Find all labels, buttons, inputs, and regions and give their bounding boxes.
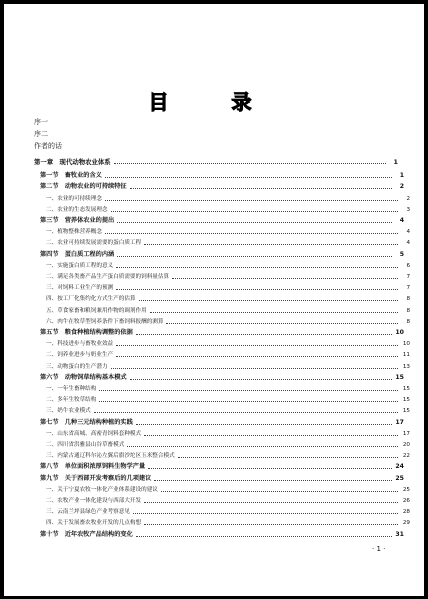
- toc-entry-label: 第二节 动物农业的可持续特征: [40, 183, 127, 191]
- toc-entry-label: 一、科技进步与畜牧业效益: [46, 341, 114, 348]
- toc-leader-dots: [116, 266, 398, 268]
- toc-entry-item[interactable]: [34, 283, 410, 293]
- front-matter-preface-2: 序二: [34, 130, 48, 138]
- toc-entry-label: 三、云南兰坪县绿色产业考察意见: [46, 509, 130, 516]
- toc-entry-item[interactable]: [34, 429, 410, 439]
- toc-entry-label: 一、关于宁夏农牧一体化产业体系建设的建议: [46, 486, 158, 493]
- toc-entry-page: 31: [395, 530, 404, 538]
- toc-entry-item[interactable]: [34, 350, 410, 360]
- toc-leader-dots: [99, 400, 398, 402]
- toc-entry-page: 17: [402, 430, 410, 437]
- toc-leader-dots: [117, 255, 392, 257]
- toc-entry-page: 13: [402, 363, 410, 370]
- toc-leader-dots: [148, 467, 392, 469]
- toc-leader-dots: [150, 311, 398, 313]
- toc-entry-label: 二、四川省洪雅县山谷草畜模式: [46, 442, 125, 448]
- toc-leader-dots: [116, 344, 398, 346]
- toc-entry-label: 一、农业的可持续理念: [46, 195, 102, 202]
- toc-entry-item[interactable]: [34, 194, 410, 204]
- toc-entry-page: 4: [399, 217, 404, 224]
- toc-leader-dots: [111, 210, 398, 212]
- toc-entry-page: 15: [395, 373, 404, 381]
- toc-leader-dots: [136, 333, 392, 335]
- toc-entry-label: 二、农业的生态发展理念: [46, 206, 108, 213]
- toc-entry-label: 一、山东省高城、高密青饲料套种模式: [46, 430, 142, 437]
- front-matter-preface-1: 序一: [34, 118, 48, 126]
- toc-entry-label: 三、内蒙古通辽科尔沁左翼后旗沙坨区玉米整合模式: [46, 453, 175, 460]
- toc-entry-page: 15: [402, 397, 410, 404]
- scan-border-top: [0, 0, 428, 4]
- toc-entry-label: 第一章 现代动物农业体系: [34, 158, 111, 166]
- toc-leader-dots: [136, 423, 392, 425]
- toc-entry-page: 10: [402, 341, 410, 348]
- toc-entry-item[interactable]: [34, 205, 410, 215]
- toc-entry-label: 第八节 单位面积浓厚饲料生物学产量: [40, 463, 146, 471]
- toc-entry-item[interactable]: [34, 362, 410, 372]
- toc-entry-label: 二、多年生牧草结构: [46, 397, 97, 404]
- toc-entry-label: 二、农业可持续发展需要的蛋白质工程: [46, 240, 142, 247]
- toc-entry-chapter[interactable]: [34, 157, 398, 167]
- toc-entry-page: 11: [402, 352, 410, 359]
- toc-entry-page: 8: [406, 318, 410, 325]
- toc-entry-item[interactable]: [34, 496, 410, 506]
- toc-entry-item[interactable]: [34, 384, 410, 394]
- toc-entry-page: 7: [406, 274, 410, 280]
- toc-entry-section[interactable]: [34, 216, 404, 226]
- toc-entry-item[interactable]: [34, 485, 410, 495]
- toc-leader-dots: [136, 535, 392, 537]
- toc-leader-dots: [114, 162, 386, 164]
- page-number: · 1 ·: [372, 545, 386, 553]
- toc-entry-label: 第一节 畜牧业的含义: [40, 172, 102, 180]
- toc-entry-page: 26: [402, 498, 410, 504]
- toc-entry-section[interactable]: [34, 418, 404, 428]
- toc-entry-page: 8: [406, 307, 410, 314]
- toc-entry-item[interactable]: [34, 440, 410, 450]
- toc-entry-page: 15: [402, 386, 410, 392]
- toc-entry-section[interactable]: [34, 474, 404, 484]
- toc-entry-section[interactable]: [34, 462, 404, 472]
- toc-entry-section[interactable]: [34, 182, 404, 192]
- toc-entry-item[interactable]: [34, 261, 410, 271]
- toc-leader-dots: [105, 232, 398, 234]
- toc-entry-label: 二、饲养业进步与奶业生产: [46, 352, 114, 359]
- toc-entry-page: 1: [393, 158, 398, 166]
- toc-entry-item[interactable]: [34, 306, 410, 316]
- toc-leader-dots: [144, 434, 398, 436]
- toc-entry-label: 二、满足各类畜产品生产蛋白质需要的饲料量估算: [46, 274, 170, 280]
- toc-entry-label: 三、对饲料工业生产的预测: [46, 285, 114, 292]
- toc-entry-item[interactable]: [34, 507, 410, 517]
- toc-entry-page: 24: [395, 463, 404, 471]
- toc-leader-dots: [166, 322, 398, 324]
- toc-entry-label: 二、农牧产业一体化建设与西部大开发: [46, 498, 142, 504]
- front-matter-author-note: 作者的话: [34, 142, 62, 150]
- toc-leader-dots: [161, 490, 398, 492]
- toc-leader-dots: [130, 187, 392, 189]
- toc-entry-label: 五、草食家畜和粮饲兼用作物的调剂作用: [46, 307, 147, 314]
- toc-entry-label: 一、实施蛋白质工程的意义: [46, 262, 114, 269]
- toc-entry-page: 17: [395, 418, 404, 426]
- toc-entry-page: 8: [406, 296, 410, 303]
- toc-leader-dots: [154, 479, 392, 481]
- toc-entry-section[interactable]: [34, 328, 404, 338]
- toc-entry-item[interactable]: [34, 339, 410, 349]
- toc-leader-dots: [144, 501, 398, 503]
- toc-leader-dots: [172, 277, 398, 279]
- toc-entry-page: 6: [406, 262, 410, 269]
- toc-entry-page: 22: [402, 453, 410, 460]
- toc-leader-dots: [144, 523, 398, 525]
- toc-entry-label: 第三节 营养体农业的提出: [40, 217, 115, 224]
- toc-entry-label: 三、动物蛋白的生产潜力: [46, 363, 108, 370]
- toc-entry-page: 3: [406, 206, 410, 213]
- toc-entry-page: 7: [406, 285, 410, 292]
- toc-entry-page: 10: [395, 329, 404, 336]
- toc-leader-dots: [133, 512, 398, 514]
- toc-leader-dots: [116, 288, 398, 290]
- toc-entry-item[interactable]: [34, 395, 410, 405]
- toc-leader-dots: [99, 389, 398, 391]
- toc-entry-label: 六、肉牛在牧草型饲养条件下畜饲料报酬的测算: [46, 318, 164, 325]
- toc-entry-item[interactable]: [34, 227, 410, 237]
- toc-entry-item[interactable]: [34, 272, 410, 282]
- toc-entry-section[interactable]: [34, 373, 404, 383]
- toc-entry-page: 15: [402, 408, 410, 415]
- toc-entry-label: 一、植物整株营养概念: [46, 229, 102, 236]
- toc-entry-label: 第四节 蛋白质工程的内涵: [40, 250, 115, 258]
- toc-entry-page: 29: [402, 520, 410, 527]
- toc-leader-dots: [105, 199, 398, 201]
- toc-leader-dots: [94, 411, 398, 413]
- toc-leader-dots: [111, 367, 398, 369]
- toc-entry-item[interactable]: [34, 294, 410, 304]
- toc-entry-item[interactable]: [34, 406, 410, 416]
- toc-entry-section[interactable]: [34, 250, 404, 260]
- toc-entry-item[interactable]: [34, 238, 410, 248]
- toc-leader-dots: [144, 243, 398, 245]
- toc-entry-page: 4: [406, 240, 410, 247]
- toc-entry-label: 四、按工厂化集约化方式生产的估算: [46, 296, 136, 303]
- toc-entry-page: 20: [402, 442, 410, 448]
- page-title: 目 录: [148, 90, 280, 114]
- toc-entry-page: 1: [399, 172, 404, 180]
- toc-leader-dots: [117, 221, 392, 223]
- toc-leader-dots: [178, 456, 398, 458]
- toc-entry-page: 5: [399, 250, 404, 258]
- toc-leader-dots: [127, 445, 398, 447]
- toc-entry-page: 2: [406, 195, 410, 202]
- toc-entry-label: 一、一年生畜种结构: [46, 386, 97, 392]
- toc-entry-page: 25: [402, 486, 410, 493]
- toc-leader-dots: [139, 299, 398, 301]
- toc-leader-dots: [116, 355, 398, 357]
- toc-entry-section[interactable]: [34, 530, 404, 540]
- toc-entry-section[interactable]: [34, 171, 404, 181]
- toc-entry-page: 25: [395, 474, 404, 482]
- toc-entry-label: 第五节 粮食种植结构调整的依据: [40, 329, 133, 336]
- toc-leader-dots: [130, 378, 392, 380]
- toc-entry-item[interactable]: [34, 317, 410, 327]
- toc-leader-dots: [105, 176, 392, 178]
- toc-entry-item[interactable]: [34, 518, 410, 528]
- toc-entry-label: 第十节 近年农牧产品结构的变化: [40, 530, 133, 538]
- toc-entry-label: 第七节 几种三元结构种植的实践: [40, 418, 133, 426]
- toc-entry-label: 第九节 关于西部开发考察后的几项建议: [40, 474, 152, 482]
- toc-entry-item[interactable]: [34, 451, 410, 461]
- toc-entry-page: 2: [399, 183, 404, 191]
- toc-entry-page: 28: [402, 509, 410, 516]
- toc-entry-page: 4: [406, 229, 410, 236]
- toc-entry-label: 第六节 动物饲草结构基本模式: [40, 373, 127, 381]
- toc-entry-label: 三、奶牛农业模式: [46, 408, 91, 415]
- toc-entry-label: 四、关于发展畜农牧业开发的几点构想: [46, 520, 142, 527]
